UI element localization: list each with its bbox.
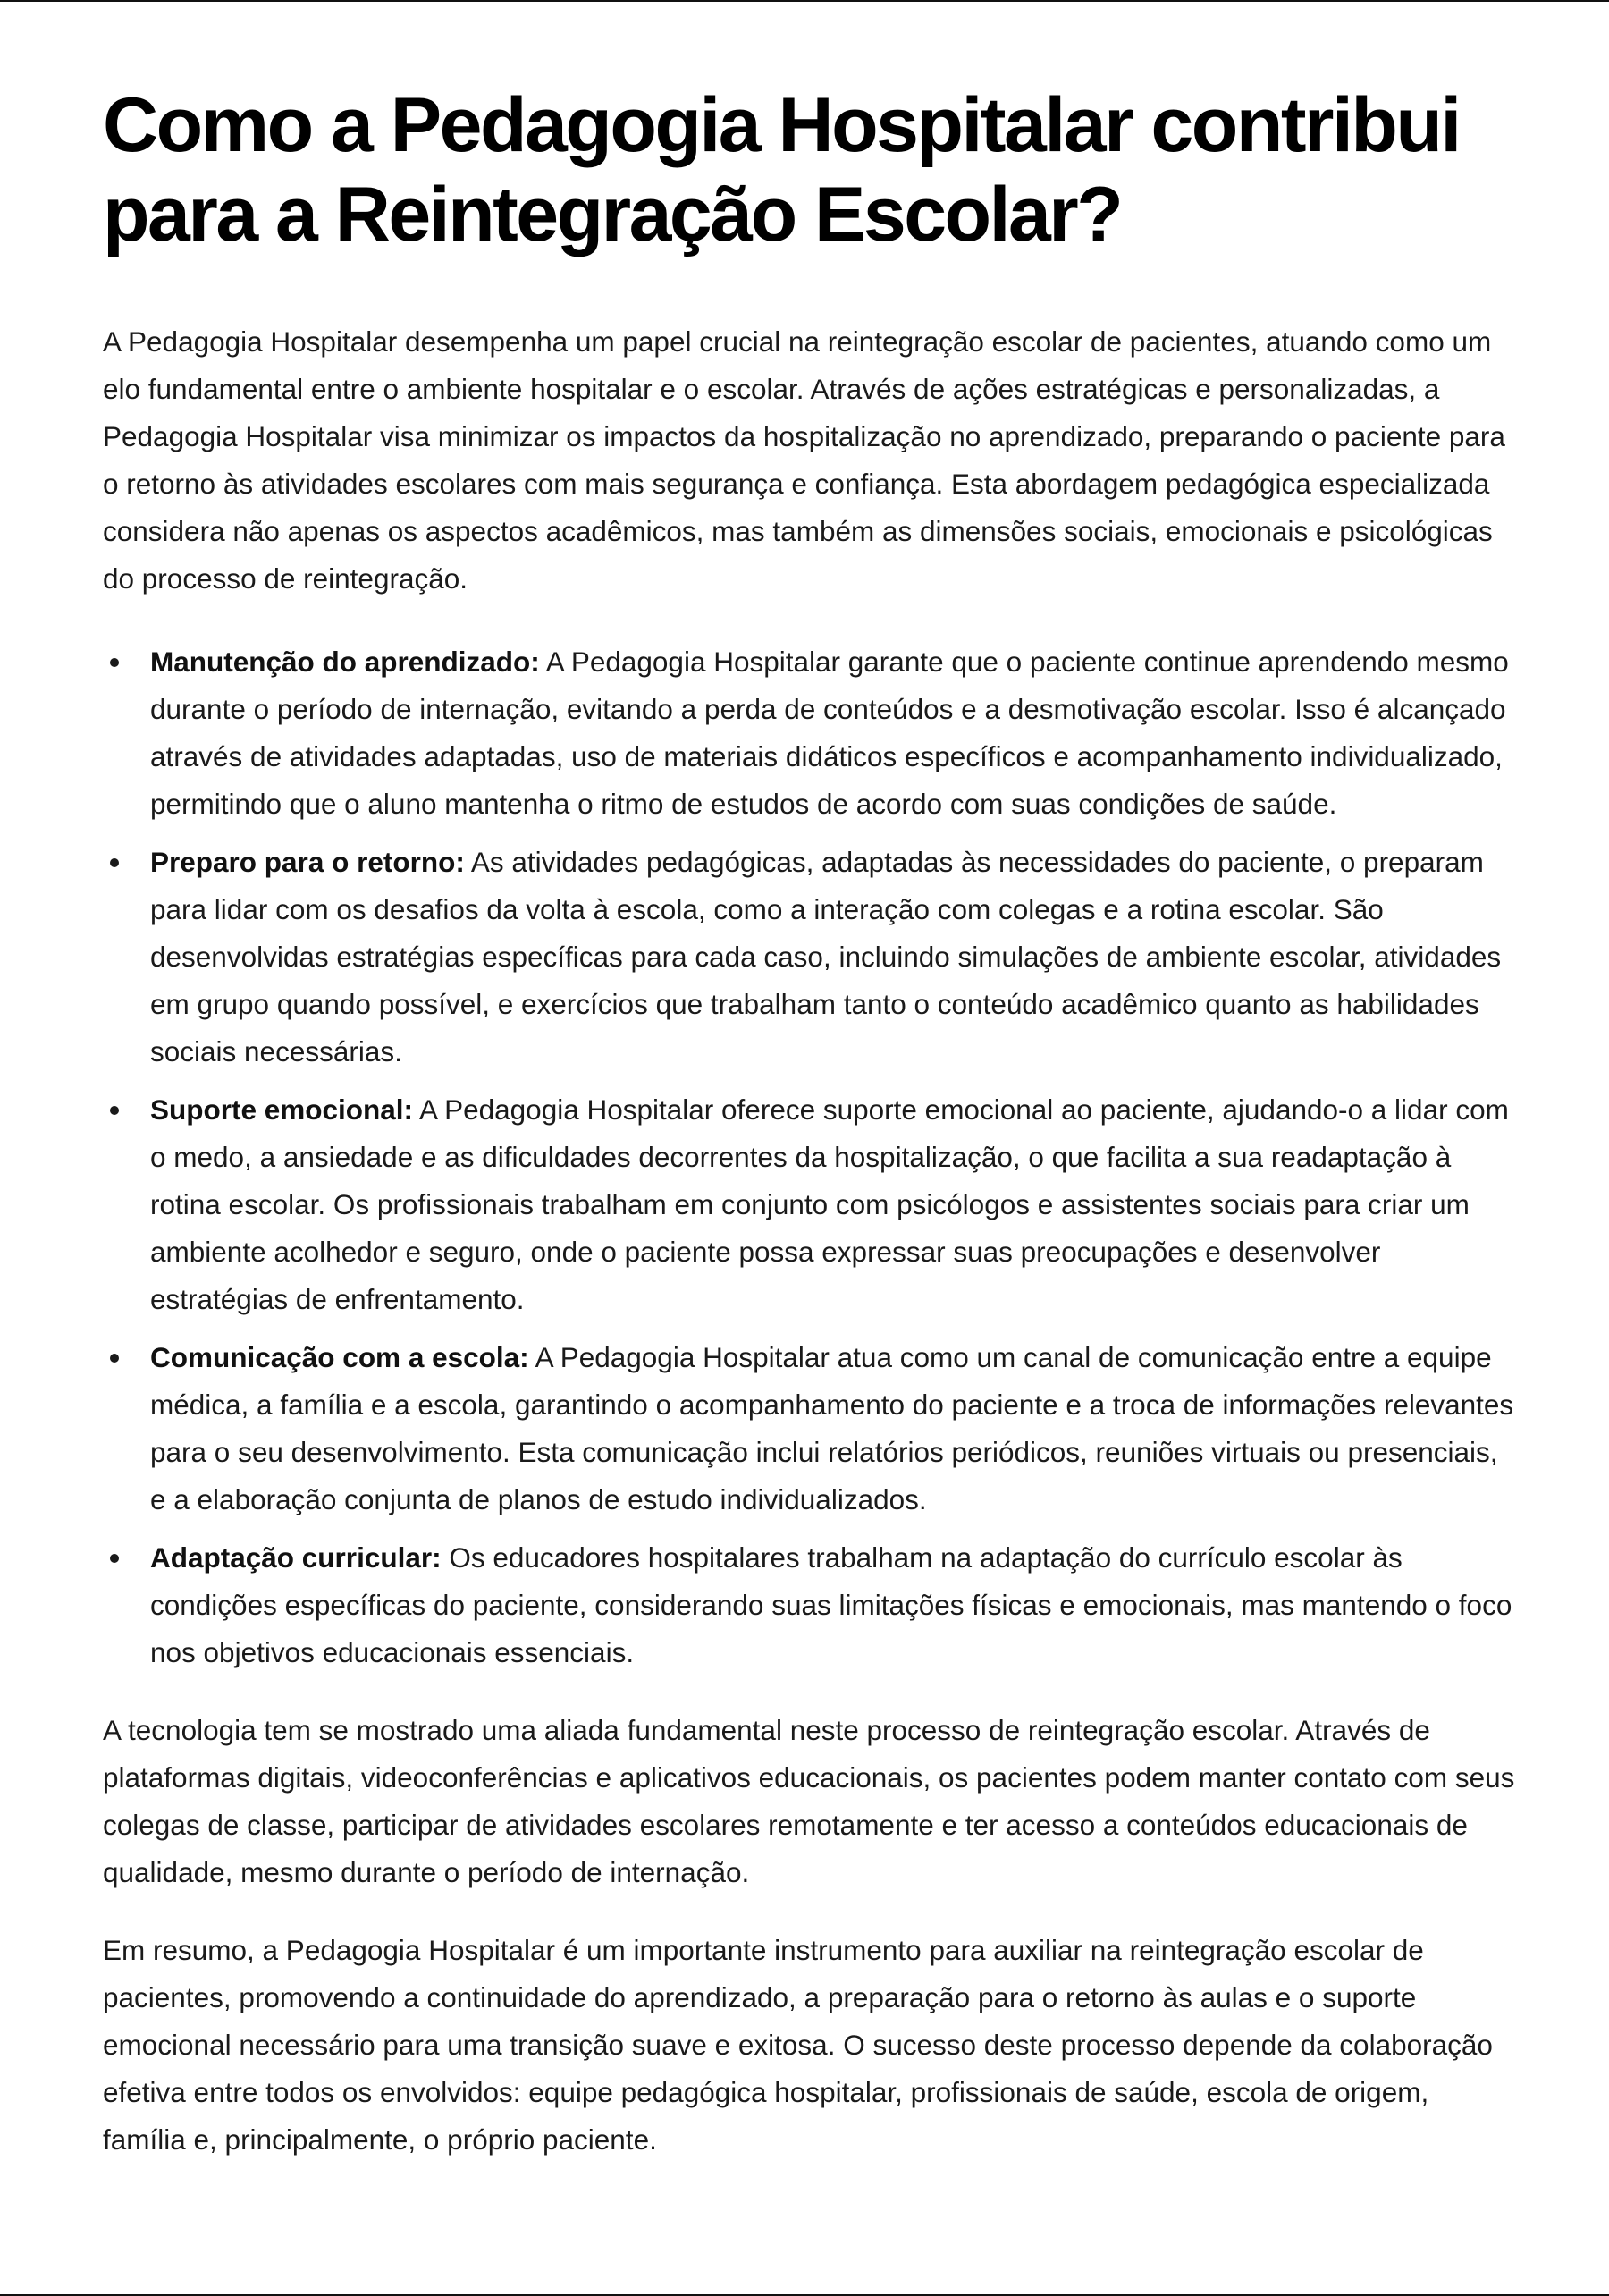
article	[103, 80, 1515, 2164]
summary-paragraph: Em resumo, a Pedagogia Hospitalar é um importante instrumento para auxiliar na reintegração escolar de pacientes, promovendo a continuidade do aprendizado, a preparação para o retorno às aulas e o suporte emocional necessário para uma transição suave e exitosa. O sucesso deste processo depende da colaboração efetiva entre todos os envolvidos: equipe pedagógica hospitalar, profissionais de saúde, escola de origem, família e, principalmente, o próprio paciente.	[103, 1934, 1493, 2156]
list-item-emotional-support	[103, 1086, 1515, 1323]
list-item-label: Comunicação com a escola:	[150, 1341, 529, 1373]
list-item-label: Adaptação curricular:	[150, 1541, 442, 1574]
intro-paragraph: A Pedagogia Hospitalar desempenha um papel crucial na reintegração escolar de pacientes, atuando como um elo fundamental entre o ambiente hospitalar e o escolar. Através de ações estratégicas e personalizadas, a Pedagogia Hospitalar visa minimizar os impactos da hospitalização no aprendizado, preparando o paciente para o retorno às atividades escolares com mais segurança e confiança. Esta abordagem pedagógica especializada considera não apenas os aspectos acadêmicos, mas também as dimensões sociais, emocionais e psicológicas do processo de reintegração.	[103, 325, 1505, 595]
list-item-text: A Pedagogia Hospitalar garante que o paciente continue aprendendo mesmo durante o período de internação, evitando a perda de conteúdos e a desmotivação escolar. Isso é alcançado através de atividades adaptadas, uso de materiais didáticos específicos e acompanhamento individualizado, permitindo que o aluno mantenha o ritmo de estudos de acordo com suas condições de saúde.	[150, 646, 1509, 820]
list-item-label: Suporte emocional:	[150, 1093, 414, 1126]
list-item-learning-maintenance	[103, 638, 1515, 828]
key-points-list	[103, 638, 1515, 1676]
bullet-icon	[110, 1354, 119, 1363]
list-item-text: Os educadores hospitalares trabalham na adaptação do currículo escolar às condições específicas do paciente, considerando suas limitações físicas e emocionais, mas mantendo o foco nos objetivos educacionais essenciais.	[150, 1541, 1512, 1668]
list-item-school-communication	[103, 1334, 1515, 1524]
list-item-text: As atividades pedagógicas, adaptadas às necessidades do paciente, o preparam para lidar com os desafios da volta à escola, como a interação com colegas e a rotina escolar. São desenvolvidas estratégias específicas para cada caso, incluindo simulações de ambiente escolar, atividades em grupo quando possível, e exercícios que trabalham tanto o conteúdo acadêmico quanto as habilidades sociais necessárias.	[150, 846, 1502, 1068]
list-item-label: Manutenção do aprendizado:	[150, 646, 540, 678]
bullet-icon	[110, 658, 119, 667]
list-item-text: A Pedagogia Hospitalar oferece suporte emocional ao paciente, ajudando-o a lidar com o medo, a ansiedade e as dificuldades decorrentes da hospitalização, o que facilita a sua readaptação à rotina escolar. Os profissionais trabalham em conjunto com psicólogos e assistentes sociais para criar um ambiente acolhedor e seguro, onde o paciente possa expressar suas preocupações e desenvolver estratégias de enfrentamento.	[150, 1093, 1509, 1315]
list-item-text: A Pedagogia Hospitalar atua como um canal de comunicação entre a equipe médica, a família e a escola, garantindo o acompanhamento do paciente e a troca de informações relevantes para o seu desenvolvimento. Esta comunicação inclui relatórios periódicos, reuniões virtuais ou presenciais, e a elaboração conjunta de planos de estudo individualizados.	[150, 1341, 1514, 1515]
top-border-line	[0, 0, 1609, 2]
list-item-label: Preparo para o retorno:	[150, 846, 465, 878]
list-item-curricular-adaptation	[103, 1534, 1515, 1676]
bullet-icon	[110, 858, 119, 867]
bullet-icon	[110, 1106, 119, 1115]
technology-paragraph: A tecnologia tem se mostrado uma aliada fundamental neste processo de reintegração escolar. Através de plataformas digitais, videoconferências e aplicativos educacionais, os pacientes podem manter contato com seus colegas de classe, participar de atividades escolares remotamente e ter acesso a conteúdos educacionais de qualidade, mesmo durante o período de internação.	[103, 1714, 1515, 1888]
page-title: Como a Pedagogia Hospitalar contribui para a Reintegração Escolar?	[103, 82, 1460, 257]
list-item-return-preparation	[103, 839, 1515, 1076]
bullet-icon	[110, 1554, 119, 1563]
